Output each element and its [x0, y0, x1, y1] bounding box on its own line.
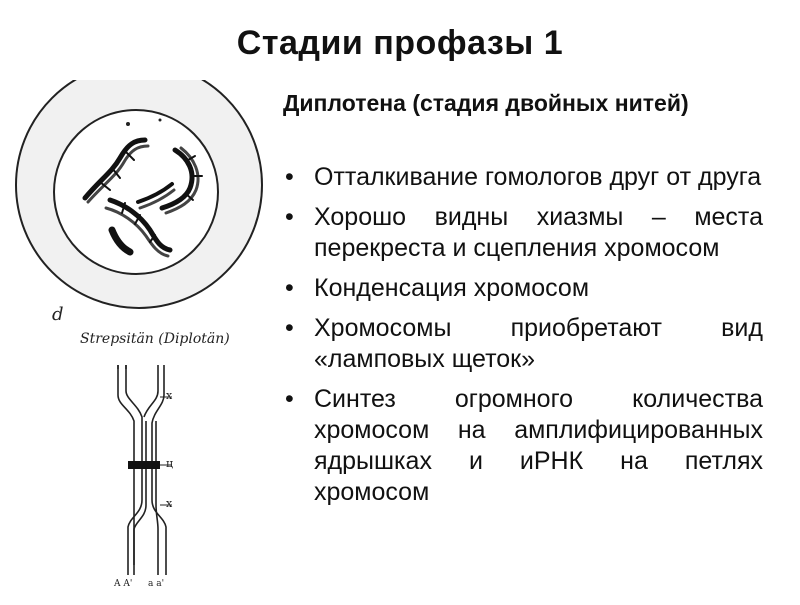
label-chiasma-bottom: х [166, 497, 173, 510]
bullet-text: Синтез огромного количества хромосом на амплифицированных ядрышках и иРНК на петлях хромосом [314, 385, 763, 506]
label-left-pair: A A' [114, 579, 133, 589]
bullet-text: Отталкивание гомологов друг от друга [314, 163, 762, 191]
label-centromere: ц [166, 457, 174, 470]
bullet-item [283, 162, 763, 193]
diplotene-cell-figure [0, 80, 275, 365]
bullet-icon: • [285, 163, 294, 191]
bullet-icon: • [285, 274, 294, 302]
bullet-text: Конденсация хромосом [314, 274, 590, 302]
bullet-item [283, 273, 763, 304]
slide-title: Стадии профазы 1 [236, 24, 564, 62]
bullet-item [283, 202, 763, 264]
section-heading: Диплотена (стадия двойных нитей) [283, 90, 689, 116]
chiasma-diagram [100, 365, 200, 600]
chromatid-a [144, 365, 158, 417]
bullet-icon: • [285, 203, 294, 231]
bullet-list [283, 162, 763, 517]
bullet-icon: • [285, 314, 294, 342]
label-right-pair: a a' [148, 579, 165, 589]
bullet-item [283, 384, 763, 508]
centromere-right [144, 461, 160, 469]
diplotene-cell-drawing [0, 80, 275, 365]
label-chiasma-top: х [166, 389, 173, 402]
bullet-text: Хромосомы приобретают вид «ламповых щеток» [314, 314, 763, 373]
bullet-icon: • [285, 385, 294, 413]
panel-letter: d [52, 304, 64, 325]
chiasma-drawing [100, 365, 200, 600]
bullet-text: Хорошо видны хиазмы – места перекреста и сцепления хромосом [314, 203, 763, 262]
cell-caption: Strepsitän (Diplotän) [80, 331, 230, 347]
bullet-item [283, 313, 763, 375]
